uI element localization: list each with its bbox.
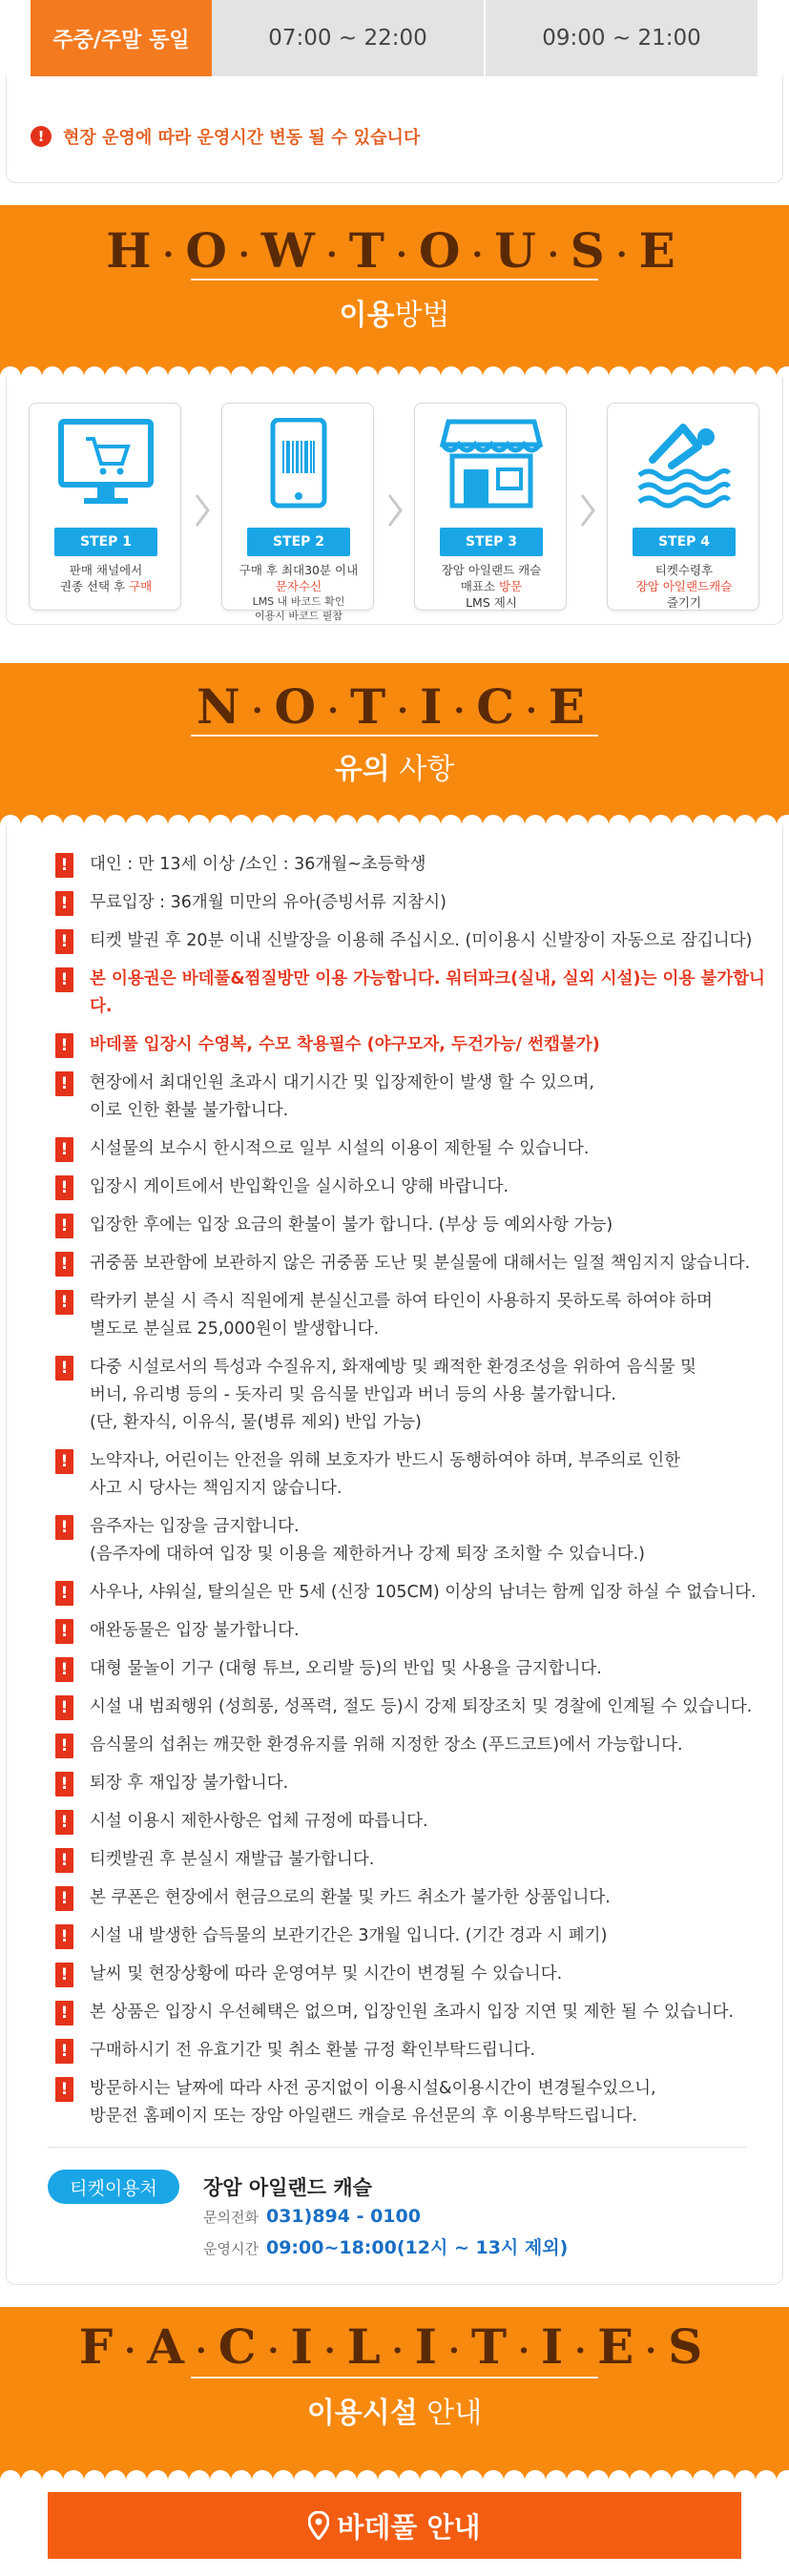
notice-item-text: 시설 내 발생한 습득물의 보관기간은 3개월 입니다. (기간 경과 시 폐기) <box>90 1926 608 1945</box>
step-4-line3: 즐기기 <box>666 595 702 610</box>
howtouse-sub-bold: 이용 <box>339 299 395 332</box>
step-3-line2: 매표소 <box>460 579 500 593</box>
title-dot: · <box>453 692 473 730</box>
ticket-location-name: 장암 아일랜드 캐슬 <box>203 2176 372 2199</box>
notice-item <box>55 851 766 879</box>
notice-item <box>55 1732 766 1759</box>
notice-sub-bold: 유의 <box>334 753 390 786</box>
notice-title <box>0 678 789 735</box>
howtouse-header <box>0 205 789 377</box>
notice-item-text: 바데풀 입장시 수영복, 수모 착용필수 (야구모자, 두건가능/ 썬캡불가) <box>90 1035 600 1054</box>
title-letter: I <box>414 2318 446 2375</box>
step-1-highlight: 구매 <box>129 579 153 593</box>
title-letter: T <box>470 2318 515 2375</box>
title-letter: C <box>476 678 523 735</box>
title-dot: · <box>448 2332 467 2370</box>
notice-item-text: 티켓발권 후 분실시 재발급 불가합니다. <box>90 1850 375 1869</box>
exclamation-icon: ! <box>55 1033 73 1058</box>
title-dot: · <box>547 236 567 274</box>
exclamation-icon: ! <box>55 891 73 916</box>
notice-item <box>55 1617 766 1645</box>
notice-item <box>55 966 766 1021</box>
exclamation-icon: ! <box>55 1619 73 1644</box>
scallop-edge <box>0 2460 789 2481</box>
notice-list <box>55 851 766 2141</box>
exclamation-icon: ! <box>55 1963 73 1987</box>
notice-item-text: 시설물의 보수시 한시적으로 일부 시설의 이용이 제한될 수 있습니다. <box>90 1139 590 1158</box>
title-dot: · <box>397 692 416 730</box>
notice-item-text: 무료입장 : 36개월 미만의 유아(증빙서류 지참시) <box>90 893 446 912</box>
hours-value: 09:00~18:00(12시 ~ 13시 제외) <box>265 2237 569 2258</box>
step-2-badge: STEP 2 <box>247 528 350 556</box>
scallop-edge <box>0 356 789 377</box>
exclamation-icon: ! <box>55 1449 73 1474</box>
title-letter: S <box>668 2318 711 2375</box>
notice-item-text: 사우나, 샤워실, 탈의실은 만 5세 (신장 105CM) 이상의 남녀는 함께 입장 하실 수 없습니다. <box>90 1583 757 1602</box>
notice-item-text: 입장한 후에는 입장 요금의 환불이 불가 합니다. (부상 등 예외사항 가능) <box>90 1215 613 1235</box>
title-dot: · <box>124 2332 144 2370</box>
step-1-badge: STEP 1 <box>54 528 157 556</box>
title-dot: · <box>471 236 491 274</box>
phone-label: 문의전화 <box>203 2209 259 2226</box>
badepool-info-label: 바데풀 안내 <box>337 2510 481 2544</box>
step-2-small1: LMS 내 바코드 확인 <box>252 595 345 608</box>
notice-item <box>55 2075 766 2130</box>
notice-item-text: 본 상품은 입장시 우선혜택은 없으며, 입장인원 초과시 입장 지연 및 제한 될 수 있습니다. <box>90 2003 735 2022</box>
notice-item-text: 본 이용권은 바데풀&찜질방만 이용 가능합니다. 워터파크(실내, 실외 시설)는 이용 불가합니다. <box>90 969 765 1016</box>
notice-item <box>55 1922 766 1950</box>
step-2-highlight: 문자수신 <box>275 579 322 593</box>
hours-label: 운영시간 <box>203 2240 259 2257</box>
howtouse-steps <box>0 377 789 634</box>
hours-time-1: 07:00 ~ 22:00 <box>212 0 484 76</box>
title-dot: · <box>238 236 258 274</box>
alert-circle-icon: ! <box>31 126 52 147</box>
howtouse-sub-rest: 방법 <box>394 299 450 332</box>
notice-item <box>55 1655 766 1683</box>
title-letter: I <box>540 2318 571 2375</box>
exclamation-icon: ! <box>55 967 73 992</box>
step-3-badge: STEP 3 <box>440 528 543 556</box>
step-1-desc <box>33 562 178 594</box>
step-1-card <box>29 403 181 611</box>
notice-item <box>55 1354 766 1437</box>
exclamation-icon: ! <box>55 1772 73 1797</box>
exclamation-icon: ! <box>55 1175 73 1200</box>
notice-list-section <box>0 825 789 2285</box>
facilities-subtitle <box>0 2389 789 2431</box>
notice-item <box>55 1212 766 1239</box>
notice-item-text: 애완동물은 입장 불가합니다. <box>90 1621 300 1640</box>
notice-item-text: 시설 이용시 제한사항은 업체 규정에 따릅니다. <box>90 1812 428 1831</box>
ticket-location-tag: 티켓이용처 <box>48 2170 179 2204</box>
notice-item <box>55 1770 766 1797</box>
title-dot: · <box>267 2332 287 2370</box>
title-letter: E <box>548 678 592 735</box>
facilities-sub-rest: 안내 <box>417 2397 483 2430</box>
howtouse-title <box>0 222 789 279</box>
title-letter: N <box>196 678 248 735</box>
chevron-right-icon <box>385 491 405 530</box>
notice-item <box>55 1031 766 1059</box>
step-3-line1: 장암 아일랜드 캐슬 <box>441 563 542 577</box>
notice-item-text: 귀중품 보관함에 보관하지 않은 귀중품 도난 및 분실물에 대해서는 일절 책임지지 않습니다. <box>90 1254 751 1273</box>
step-4-line1: 티켓수령후 <box>654 563 714 577</box>
exclamation-icon: ! <box>55 1071 73 1096</box>
shopping-cart-monitor-icon <box>53 418 158 513</box>
exclamation-icon: ! <box>55 2077 73 2102</box>
hours-row <box>31 0 758 76</box>
notice-item-text: 현장에서 최대인원 초과시 대기시간 및 입장제한이 발생 할 수 있으며, 이로 인한 환불 불가합니다. <box>90 1073 594 1120</box>
title-dot: · <box>325 236 345 274</box>
notice-item-text: 구매하시기 전 유효기간 및 취소 환불 규정 확인부탁드립니다. <box>90 2041 536 2060</box>
notice-item-text: 날씨 및 현장상황에 따라 운영여부 및 시간이 변경될 수 있습니다. <box>90 1964 563 1984</box>
notice-item <box>55 1808 766 1836</box>
title-letter: T <box>348 222 392 279</box>
exclamation-icon: ! <box>55 1137 73 1162</box>
notice-item-text: 노약자나, 어린이는 안전을 위해 보호자가 반드시 동행하여야 하며, 부주의로 인한 사고 시 당사는 책임지지 않습니다. <box>90 1451 681 1498</box>
barcode-tablet-icon <box>246 418 351 513</box>
notice-item-text: 방문하시는 날짜에 따라 사전 공지없이 이용시설&이용시간이 변경될수있으니, 방문전 홈페이지 또는 장암 아일랜드 캐슬로 유선문의 후 이용부탁드립니다. <box>90 2079 656 2126</box>
notice-item <box>55 2037 766 2065</box>
notice-item-text: 음식물의 섭취는 깨끗한 환경유지를 위해 지정한 장소 (푸드코트)에서 가능합니다. <box>90 1735 683 1755</box>
notice-item <box>55 1174 766 1201</box>
operating-hours-section <box>0 0 789 205</box>
hours-time-2: 09:00 ~ 21:00 <box>484 0 758 76</box>
step-2-line1: 구매 후 최대30분 이내 <box>239 563 359 577</box>
title-letter: E <box>638 222 683 279</box>
step-1-line2: 권종 선택 후 <box>59 579 130 593</box>
title-letter: A <box>147 2318 192 2375</box>
hours-day-label: 주중/주말 동일 <box>31 0 212 76</box>
notice-item <box>55 1288 766 1343</box>
exclamation-icon: ! <box>55 929 73 954</box>
exclamation-icon: ! <box>55 1810 73 1835</box>
title-letter: S <box>570 222 613 279</box>
title-dot: · <box>518 2332 537 2370</box>
notice-item <box>55 1884 766 1912</box>
ticket-phone <box>203 2206 421 2227</box>
title-dot: · <box>391 2332 411 2370</box>
notice-item <box>55 1135 766 1163</box>
title-letter: U <box>494 222 544 279</box>
step-3-highlight: 방문 <box>499 579 523 593</box>
exclamation-icon: ! <box>55 1290 73 1315</box>
step-2-small2: 이용시 바코드 필참 <box>254 610 343 622</box>
title-dot: · <box>162 236 182 274</box>
notice-subtitle <box>0 745 789 787</box>
title-dot: · <box>526 692 545 730</box>
title-letter: H <box>106 222 159 279</box>
swimmer-icon <box>632 418 737 513</box>
title-letter: O <box>274 678 324 735</box>
exclamation-icon: ! <box>55 1515 73 1540</box>
step-4-highlight: 장암 아일랜드캐슬 <box>635 579 733 593</box>
exclamation-icon: ! <box>55 1886 73 1911</box>
step-4-card <box>607 403 759 611</box>
store-icon <box>439 418 544 513</box>
notice-item <box>55 1447 766 1503</box>
exclamation-icon: ! <box>55 1848 73 1873</box>
exclamation-icon: ! <box>55 1695 73 1720</box>
step-3-line3: LMS 제시 <box>466 595 517 610</box>
notice-sub-rest: 사항 <box>389 753 455 786</box>
title-letter: F <box>78 2318 121 2375</box>
title-dot: · <box>574 2332 594 2370</box>
title-dot: · <box>615 236 635 274</box>
chevron-right-icon <box>193 491 212 530</box>
step-3-card <box>414 403 567 611</box>
notice-item-text: 음주자는 입장을 금지합니다. (음주자에 대하여 입장 및 이용을 제한하거나 강제 퇴장 조치할 수 있습니다.) <box>90 1517 645 1564</box>
title-letter: E <box>597 2318 642 2375</box>
badepool-info-button[interactable] <box>48 2492 741 2559</box>
notice-item <box>55 1070 766 1125</box>
hours-change-notice <box>31 124 420 149</box>
notice-item <box>55 1961 766 1988</box>
step-1-line1: 판매 채널에서 <box>69 563 143 577</box>
exclamation-icon: ! <box>55 1657 73 1682</box>
exclamation-icon: ! <box>55 1924 73 1949</box>
scallop-edge <box>0 804 789 825</box>
notice-item <box>55 889 766 917</box>
ticket-hours <box>203 2233 568 2259</box>
notice-divider <box>48 2147 747 2148</box>
hours-notice-box <box>0 76 789 183</box>
notice-item-text: 본 쿠폰은 현장에서 현금으로의 환불 및 카드 취소가 불가한 상품입니다. <box>90 1888 611 1907</box>
notice-item-text: 티켓 발권 후 20분 이내 신발장을 이용해 주십시오. (미이용시 신발장이 자동으로 잠깁니다) <box>90 931 753 950</box>
exclamation-icon: ! <box>55 2039 73 2064</box>
notice-item <box>55 1250 766 1278</box>
notice-item-text: 시설 내 범죄행위 (성희롱, 성폭력, 절도 등)시 강제 퇴장조치 및 경찰에 인계될 수 있습니다. <box>90 1697 753 1716</box>
title-dot: · <box>195 2332 215 2370</box>
title-letter: O <box>185 222 235 279</box>
title-letter: W <box>260 222 322 279</box>
title-letter: I <box>290 2318 321 2375</box>
title-divider <box>191 279 598 280</box>
notice-item <box>55 927 766 955</box>
title-letter: T <box>349 678 394 735</box>
facilities-header <box>0 2307 789 2481</box>
notice-item-text: 입장시 게이트에서 반입확인을 실시하오니 양해 바랍니다. <box>90 1177 509 1196</box>
step-2-desc <box>226 562 371 623</box>
exclamation-icon: ! <box>55 1581 73 1606</box>
step-2-card <box>221 403 374 622</box>
title-dot: · <box>323 2332 343 2370</box>
exclamation-icon: ! <box>55 2001 73 2025</box>
hours-notice-text: 현장 운영에 따라 운영시간 변동 될 수 있습니다 <box>63 128 421 148</box>
notice-item <box>55 1513 766 1568</box>
notice-item <box>55 1693 766 1721</box>
exclamation-icon: ! <box>55 1252 73 1277</box>
notice-item-text: 다중 시설로서의 특성과 수질유지, 화재예방 및 쾌적한 환경조성을 위하여 음식물 및 버너, 유리병 등의 - 돗자리 및 음식물 반입과 버너 등의 사용 불가합니다. (단, 환자식, 이유식, 물(병류 제외) 반입 가능) <box>90 1358 696 1432</box>
facilities-title <box>0 2318 789 2375</box>
step-4-badge: STEP 4 <box>633 528 736 556</box>
title-dot: · <box>251 692 271 730</box>
title-letter: I <box>420 678 450 735</box>
map-pin-icon <box>308 2511 329 2540</box>
notice-item <box>55 1999 766 2026</box>
exclamation-icon: ! <box>55 1734 73 1758</box>
title-letter: O <box>418 222 468 279</box>
notice-item-text: 퇴장 후 재입장 불가합니다. <box>90 1774 289 1793</box>
facilities-sub-bold: 이용시설 <box>306 2397 418 2430</box>
title-divider <box>191 735 598 737</box>
title-dot: · <box>645 2332 665 2370</box>
exclamation-icon: ! <box>55 1214 73 1238</box>
howtouse-subtitle <box>0 291 789 333</box>
title-divider <box>191 2377 598 2379</box>
step-4-desc <box>612 562 757 611</box>
phone-value: 031)894 - 0100 <box>265 2206 421 2227</box>
exclamation-icon: ! <box>55 1356 73 1381</box>
title-letter: C <box>218 2318 264 2375</box>
notice-item <box>55 1846 766 1874</box>
step-3-desc <box>419 562 564 611</box>
notice-item-text: 대인 : 만 13세 이상 /소인 : 36개월~초등학생 <box>90 855 426 874</box>
chevron-right-icon <box>578 491 597 530</box>
title-dot: · <box>395 236 415 274</box>
notice-item-text: 락카키 분실 시 즉시 직원에게 분실신고를 하여 타인이 사용하지 못하도록 하여야 하며 별도로 분실료 25,000원이 발생합니다. <box>90 1292 713 1339</box>
notice-item-text: 대형 물놀이 기구 (대형 튜브, 오리발 등)의 반입 및 사용을 금지합니다. <box>90 1659 602 1678</box>
notice-item <box>55 1579 766 1607</box>
exclamation-icon: ! <box>55 853 73 878</box>
title-letter: L <box>346 2318 388 2375</box>
title-dot: · <box>327 692 346 730</box>
notice-header <box>0 663 789 825</box>
